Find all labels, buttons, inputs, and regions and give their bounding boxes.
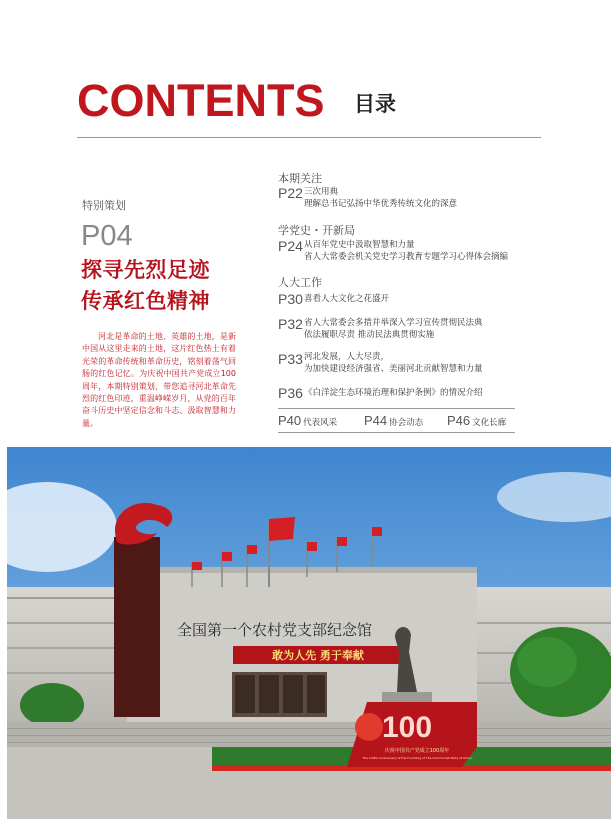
toc-entry-p24[interactable]: [304, 239, 508, 263]
toc-link-page: P44: [364, 413, 388, 428]
toc-page-p36[interactable]: P36: [278, 385, 303, 401]
feature-section-label: 特别策划: [82, 199, 126, 212]
section-heading-focus: 本期关注: [278, 172, 322, 185]
toc-entry-line: 省人大常委会机关党史学习教育专题学习心得体会摘编: [304, 252, 509, 262]
contents-title: CONTENTS: [77, 75, 325, 126]
bottom-links-divider-top: [278, 408, 515, 409]
feature-description: 河北是革命的土地、英雄的土地，是新中国从这里走来的土地，这片红色热土有着光荣的革命传统和革命历史，铭刻着荡气回肠的红色记忆。为庆祝中国共产党成立100周年，本期特别策划，带您追寻河北革命先烈的红色印迹，重温峥嵘岁月，从党的百年奋斗历史中坚定信念和斗志、汲取智慧和力量。: [82, 332, 236, 428]
contents-title-cn: 目录: [354, 92, 396, 116]
toc-page-p33[interactable]: P33: [278, 351, 303, 367]
section-heading-npc-work: 人大工作: [278, 276, 322, 289]
toc-entry-line: 从百年党史中汲取智慧和力量: [304, 240, 415, 250]
feature-title-line1[interactable]: 探寻先烈足迹: [81, 258, 210, 282]
emblem-caption-en: The 100th Anniversary of the Founding of The Communist Party of China: [362, 756, 472, 760]
emblem-caption: 庆祝中国共产党成立100周年: [384, 748, 450, 754]
toc-entry-p32[interactable]: [304, 317, 483, 341]
tree: [20, 683, 84, 727]
toc-entry-p30[interactable]: [304, 293, 389, 305]
toc-page-p32[interactable]: P32: [278, 316, 303, 332]
toc-link-page: P46: [447, 413, 471, 428]
toc-entry-line: 省人大常委会多措并举深入学习宣传贯彻民法典: [304, 318, 483, 328]
emblem-number: 100: [381, 711, 433, 744]
toc-entry-line: 《白洋淀生态环境治理和保护条例》的情况介绍: [304, 388, 483, 398]
toc-entry-p33[interactable]: [304, 351, 483, 375]
toc-link-label: 协会动态: [389, 418, 424, 428]
toc-entry-line: 河北发展，人大尽责，: [304, 352, 390, 362]
toc-page-p24[interactable]: P24: [278, 238, 303, 254]
bottom-links-divider-bottom: [278, 432, 515, 433]
toc-page-p30[interactable]: P30: [278, 291, 303, 307]
toc-entry-p36[interactable]: [304, 387, 483, 399]
section-heading-history: 学党史・开新局: [278, 224, 355, 237]
header-divider: [77, 137, 541, 138]
feature-title-line2[interactable]: 传承红色精神: [81, 289, 210, 313]
toc-entry-line: 三次用典: [304, 187, 339, 197]
memorial-hall-photo: [7, 447, 611, 819]
toc-link-p40[interactable]: [278, 413, 337, 428]
toc-link-page: P40: [278, 413, 302, 428]
toc-link-label: 文化长廊: [472, 418, 507, 428]
toc-link-p44[interactable]: [364, 413, 423, 428]
toc-link-label: 代表风采: [303, 418, 338, 428]
toc-link-p46[interactable]: [447, 413, 506, 428]
building-sign-text: 全国第一个农村党支部纪念馆: [177, 621, 373, 639]
toc-entry-line: 理解总书记弘扬中华优秀传统文化的深意: [304, 199, 458, 209]
toc-page-p22[interactable]: P22: [278, 185, 303, 201]
toc-entry-line: 喜看人大文化之花盛开: [304, 294, 390, 304]
stairs: [7, 722, 611, 747]
banner-text: 敢为人先 勇于奉献: [272, 649, 364, 662]
centenary-emblem: [347, 702, 477, 767]
toc-entry-line: 依法履职尽责 推动民法典贯彻实施: [304, 330, 435, 340]
feature-page-number[interactable]: P04: [81, 220, 133, 252]
toc-entry-p22[interactable]: [304, 186, 457, 210]
toc-entry-line: 为加快建设经济强省、美丽河北贡献智慧和力量: [304, 364, 483, 374]
